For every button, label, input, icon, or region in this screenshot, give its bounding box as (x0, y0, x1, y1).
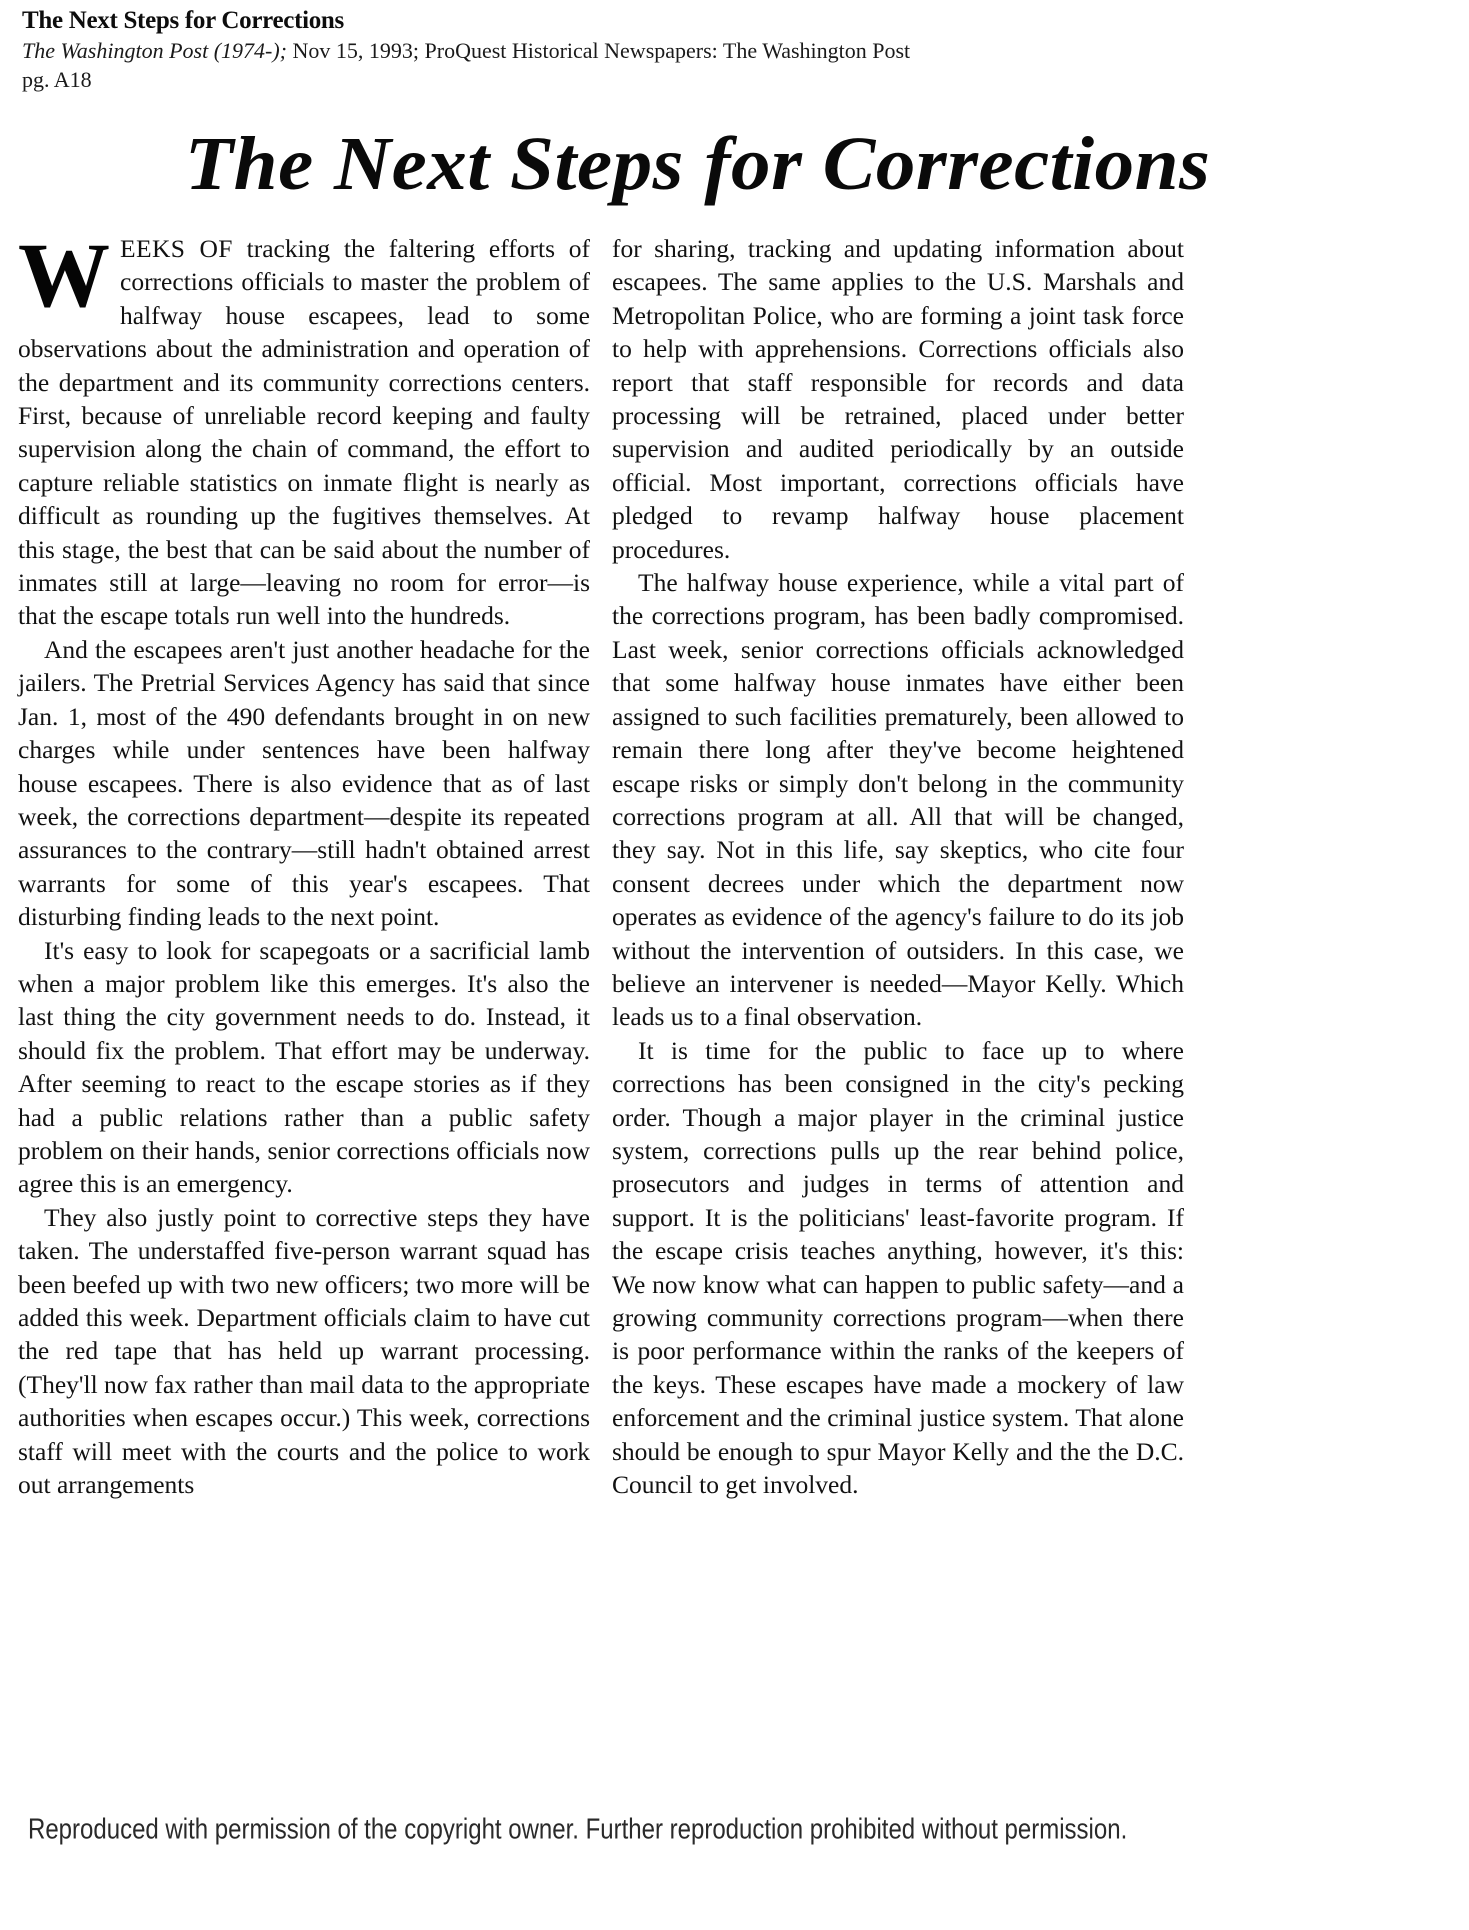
article-columns (18, 224, 1184, 1501)
drop-cap-letter: W (18, 224, 110, 326)
article-paragraph: It is time for the public to face up to where corrections has been consigned in the city's pecking order. Though a major player in the criminal justice system, corrections pulls up the rear behind police, prosecutors and judges in terms of attention and support. It is the politicians' least-favorite program. If the escape crisis teaches anything, however, it's this: We now know what can happen to public safety—and a growing community corrections program—when there is poor performance within the ranks of the keepers of the keys. These escapes have made a mockery of law enforcement and the criminal justice system. That alone should be enough to spur Mayor Kelly and the the D.C. Council to get involved. (612, 1035, 1184, 1500)
proquest-citation-block (22, 6, 1202, 94)
article-paragraph: The halfway house experience, while a vital part of the corrections program, has been badly compromised. Last week, senior corrections officials acknowledged that some halfway house inmates have either been assigned to such facilities prematurely, been allowed to remain there long after they've become heightened escape risks or simply don't belong in the community corrections program at all. All that will be changed, they say. Not in this life, say skeptics, who cite four consent decrees under which the department now operates as evidence of the agency's failure to do its job without the intervention of outsiders. In this case, we believe an intervener is needed—Mayor Kelly. Which leads us to a final observation. (612, 568, 1184, 1032)
article-column-left (18, 224, 590, 1501)
citation-article-title: The Next Steps for Corrections (22, 7, 344, 34)
citation-publication-details: Nov 15, 1993; ProQuest Historical Newspapers: The Washington Post (287, 38, 911, 63)
copyright-footer (0, 1815, 1469, 1845)
citation-page-number: pg. A18 (22, 67, 92, 92)
headline-text: The Next Steps for Corrections (185, 122, 1211, 206)
article-column-right (612, 232, 1184, 1501)
scan-edge-artifact (0, 1780, 1469, 1781)
article-paragraph (18, 224, 590, 633)
citation-publication-name: The Washington Post (1974-); (22, 38, 288, 63)
copyright-notice: Reproduced with permission of the copyright owner. Further reproduction prohibited without permission. (28, 1813, 1128, 1846)
headline (0, 122, 1469, 206)
lede-small-caps: EEKS OF (120, 234, 233, 263)
article-paragraph: for sharing, tracking and updating information about escapees. The same applies to the U.S. Marshals and Metropolitan Police, who are forming a joint task force to help with apprehensions. Corrections officials also report that staff responsible for records and data processing will be retrained, placed under better supervision and audited periodically by an outside official. Most important, corrections officials have pledged to revamp halfway house placement procedures. (612, 234, 1184, 564)
article-paragraph: And the escapees aren't just another headache for the jailers. The Pretrial Services Agency has said that since Jan. 1, most of the 490 defendants brought in on new charges while under sentences have been halfway house escapees. There is also evidence that as of last week, the corrections department—despite its repeated assurances to the contrary—still hadn't obtained arrest warrants for some of this year's escapees. That disturbing finding leads to the next point. (18, 634, 590, 932)
paragraph-text: tracking the faltering efforts of corrections officials to master the problem of halfway house escapees, lead to some observations about the administration and operation of the department and its community corrections centers. First, because of unreliable record keeping and faulty supervision along the chain of command, the effort to capture reliable statistics on inmate flight is nearly as difficult as rounding up the fugitives themselves. At this stage, the best that can be said about the number of inmates still at large—leaving no room for error—is that the escape totals run well into the hundreds. (18, 234, 590, 631)
article-paragraph: They also justly point to corrective steps they have taken. The understaffed five-person warrant squad has been beefed up with two new officers; two more will be added this week. Department officials claim to have cut the red tape that has held up warrant processing. (They'll now fax rather than mail data to the appropriate authorities when escapes occur.) This week, corrections staff will meet with the courts and the police to work out arrangements (18, 1202, 590, 1500)
article-paragraph: It's easy to look for scapegoats or a sacrificial lamb when a major problem like this emerges. It's also the last thing the city government needs to do. Instead, it should fix the problem. That effort may be underway. After seeming to react to the escape stories as if they had a public relations rather than a public safety problem on their hands, senior corrections officials now agree this is an emergency. (18, 935, 590, 1199)
article-body (18, 224, 1184, 1792)
citation-source-line (22, 36, 1202, 65)
